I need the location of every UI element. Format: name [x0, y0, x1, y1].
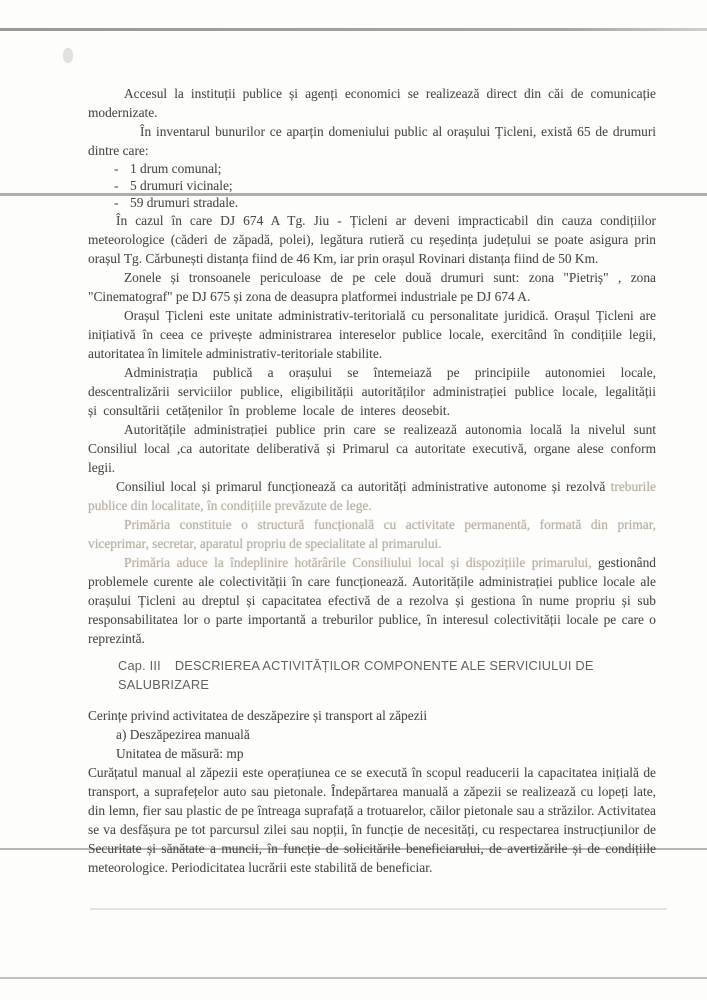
scan-line-top — [0, 28, 707, 31]
roads-list — [88, 160, 656, 211]
paragraph-council-normal: Consiliul local și primarul funcționează ca autorități administrative autonome și rezolvă — [116, 479, 611, 494]
paragraph-city-status: Orașul Țicleni este unitate administrativ-teritorială cu personalitate juridică. Orașul Țicleni are inițiativă în ceea ce privește administrarea intereselor publice locale, exercitând în condițiile legii, autoritatea în limitele administrativ-teritoriale stabilite. — [88, 308, 656, 361]
chapter-heading — [118, 656, 656, 694]
list-item — [114, 177, 656, 194]
paragraph-primaria-structure: Primăria constituie o structură funcțională cu activitate permanentă, formată din primar, viceprimar, secretar, aparatul propriu de specialitate al primarului. — [88, 517, 656, 551]
paragraph-primaria-duties — [88, 553, 656, 648]
paragraph-council — [88, 477, 656, 515]
list-item — [114, 160, 656, 177]
paragraph-item-a: a) Deszăpezirea manuală — [116, 727, 250, 742]
scan-line-faint-lower — [0, 977, 707, 979]
list-item-text: 59 drumuri stradale. — [130, 195, 239, 210]
paragraph-primaria-duties-faded: Primăria aduce la îndeplinire hotărârile Consiliului local și dispozițiile primarului, — [124, 555, 598, 570]
chapter-number: Cap. III — [118, 658, 161, 673]
paragraph-manual-cleaning: Curățatul manual al zăpezii este operațiunea ce se execută în scopul readucerii la capacitatea inițială de transport, a suprafețelor auto sau pietonale. Îndepărtarea manuală a zăpezii se realizează cu lopeți late, din lemn, fier sau plastic de pe întreaga suprafață a trotuarelor, căilor pietonale sau a străzilor. Activitatea se va desfășura pe tot parcursul zilei sau nopții, în funcție de necesități, cu respectarea instrucțiunilor de Securitate și sănătate a muncii, în funcție de solicitările beneficiarului, de avertizările și de condițiile meteorologice. Periodicitatea lucrării este stabilită de beneficiar. — [88, 765, 656, 875]
paragraph-primaria-duties-normal: gestionând problemele curente ale colectivității în care funcționează. Autoritățile administrației publice locale ale orașului Țicleni au dreptul și capacitatea efectivă de a rezolva și gestiona în nume propriu și sub responsabilitatea lor o parte importantă a treburilor publice, în interesul colectivității locale pe care o reprezintă. — [88, 555, 656, 646]
paragraph-unit: Unitatea de măsură: mp — [116, 746, 244, 761]
list-dash: - — [114, 161, 119, 176]
paragraph-requirements: Cerințe privind activitatea de deszăpezire și transport al zăpezii — [88, 708, 428, 723]
text-block — [88, 84, 656, 877]
list-dash: - — [114, 178, 119, 193]
scan-line-faint-upper — [90, 908, 667, 910]
chapter-title: DESCRIEREA ACTIVITĂȚILOR COMPONENTE ALE SERVICIULUI DE SALUBRIZARE — [118, 658, 594, 692]
paragraph-inventory: În inventarul bunurilor ce aparțin domeniului public al orașului Țicleni, există 65 de drumuri dintre care: — [88, 124, 656, 158]
list-item-text: 5 drumuri vicinale; — [130, 178, 233, 193]
paragraph-public-administration: Administrația publică a orașului se întemeiază pe principiile autonomiei locale, descentralizării serviciilor publice, eligibilității autorităților administrației publice locale, legalității și consultării cetățenilor în probleme locale de interes deosebit. — [88, 365, 656, 418]
list-dash: - — [114, 195, 119, 210]
paragraph-dj674: În cazul în care DJ 674 A Tg. Jiu - Țicleni ar deveni impracticabil din cauza condițiilor meteorologice (căderi de zăpadă, polei), legătura rutieră cu reședința județului se poate asigura prin orașul Tg. Cărbunești distanța fiind de 46 Km, iar prin orașul Rovinari distanța fiind de 50 Km. — [88, 213, 656, 266]
paragraph-access: Accesul la instituții publice și agenți economici se realizează direct din căi de comunicație modernizate. — [88, 86, 656, 120]
scan-smudge — [63, 48, 73, 63]
list-item — [114, 194, 656, 211]
list-item-text: 1 drum comunal; — [130, 161, 222, 176]
paragraph-zones: Zonele și tronsoanele periculoase de pe cele două drumuri sunt: zona "Pietriș" , zona "Cinematograf" pe DJ 675 și zona de deasupra platformei industriale pe DJ 674 A. — [88, 270, 656, 304]
paragraph-authorities: Autoritățile administrației publice prin care se realizează autonomia locală la nivelul sunt Consiliul local ,ca autoritate deliberativă și Primarul ca autoritate executivă, organe alese conform legii. — [88, 422, 656, 475]
paragraph-council-faded: treburile publice din localitate, în condițiile prevăzute de lege. — [88, 479, 656, 513]
